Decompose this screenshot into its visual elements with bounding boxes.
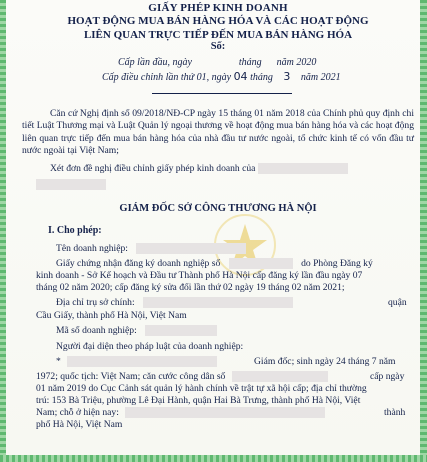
request-paragraph: Xét đơn đề nghị điều chỉnh giấy phép kinh doanh của bbox=[22, 163, 414, 175]
license-title: GIẤY PHÉP KINH DOANH bbox=[148, 2, 288, 14]
bottom-border-strip bbox=[0, 455, 427, 462]
legal-rep-line-3: 01 năm 2019 do Cục Cảnh sát quản lý hành chính về trật tự xã hội cấp; địa chỉ thường bbox=[36, 383, 367, 394]
adjusted-issue-date: Cấp điều chỉnh lần thứ 01, ngày 04 tháng 3 năm 2021 bbox=[102, 70, 341, 83]
legal-rep-position: Giám đốc; sinh ngày 24 tháng 7 năm bbox=[254, 356, 396, 367]
license-subtitle-2: LIÊN QUAN TRỰC TIẾP ĐẾN MUA BÁN HÀNG HÓA bbox=[83, 29, 353, 41]
handwritten-day: 04 bbox=[233, 70, 248, 83]
redacted-tax-code bbox=[145, 325, 217, 336]
company-name-row: Tên doanh nghiệp: bbox=[56, 243, 246, 254]
handwritten-month: 3 bbox=[283, 70, 291, 83]
right-border-strip bbox=[420, 0, 427, 462]
legal-rep-line-4: trú: 153 Bà Triệu, phường Lê Đại Hành, quận Hai Bà Trưng, thành phố Hà Nội, Việt bbox=[36, 395, 361, 406]
hq-district: quận bbox=[388, 297, 407, 308]
hq-address-row: Địa chỉ trụ sở chính: bbox=[56, 297, 293, 308]
redacted-line bbox=[36, 179, 106, 190]
legal-rep-row: * bbox=[56, 356, 221, 367]
reg-cert-line-3: tháng 02 năm 2020; cấp đăng ký sửa đổi lần thứ 02 ngày 19 tháng 02 năm 2021; bbox=[36, 282, 345, 293]
redacted-reg-number bbox=[229, 258, 293, 269]
legal-rep-label: Người đại diện theo pháp luật của doanh nghiệp: bbox=[56, 341, 244, 352]
redacted-id-number bbox=[232, 371, 328, 382]
legal-rep-line-2: 1972; quốc tịch: Việt Nam; căn cước công dân số bbox=[36, 371, 328, 382]
license-number-label: Số: bbox=[210, 41, 226, 52]
left-border-strip bbox=[0, 0, 6, 462]
license-subtitle-1: HOẠT ĐỘNG MUA BÁN HÀNG HÓA VÀ CÁC HOẠT ĐỘNG bbox=[67, 15, 369, 27]
hq-address-line-2: Cầu Giấy, thành phố Hà Nội, Việt Nam bbox=[36, 310, 187, 321]
legal-rep-line-6: phố Hà Nội, Việt Nam bbox=[36, 419, 123, 430]
legal-rep-line-5: Nam; chỗ ở hiện nay: bbox=[36, 407, 325, 418]
issuing-authority: GIÁM ĐỐC SỞ CÔNG THƯƠNG HÀ NỘI bbox=[119, 203, 317, 214]
tax-code-row: Mã số doanh nghiệp: bbox=[56, 325, 217, 336]
reg-cert-line-2: kinh doanh - Sở Kế hoạch và Đầu tư Thành phố Hà Nội cấp đăng ký lần đầu ngày 07 bbox=[36, 270, 363, 281]
reg-cert-row: Giấy chứng nhận đăng ký doanh nghiệp số do Phòng Đăng ký bbox=[56, 258, 373, 269]
title-divider bbox=[152, 93, 292, 94]
redacted-rep-name bbox=[67, 356, 217, 367]
legal-basis-paragraph: Căn cứ Nghị định số 09/2018/NĐ-CP ngày 15 tháng 01 năm 2018 của Chính phủ quy định chi tiết Luật Thương mại và Luật Quản lý ngoại thương về hoạt động mua bán hàng hóa và các hoạt động liên quan trực tiếp đến mua bán hàng hóa của nhà đầu tư nước ngoài, tổ chức kinh tế có vốn đầu tư nước ngoài tại Việt Nam; bbox=[22, 108, 414, 157]
redacted-company-name bbox=[136, 243, 246, 254]
redacted-company bbox=[258, 163, 348, 174]
legal-rep-city-suffix: thành bbox=[384, 407, 406, 418]
legal-rep-id-date: cấp ngày bbox=[370, 371, 405, 382]
section-allow-title: I. Cho phép: bbox=[48, 225, 102, 236]
redacted-current-address bbox=[125, 407, 325, 418]
first-issue-date: Cấp lần đầu, ngày tháng năm 2020 bbox=[118, 57, 317, 68]
redacted-hq-address bbox=[143, 297, 293, 308]
